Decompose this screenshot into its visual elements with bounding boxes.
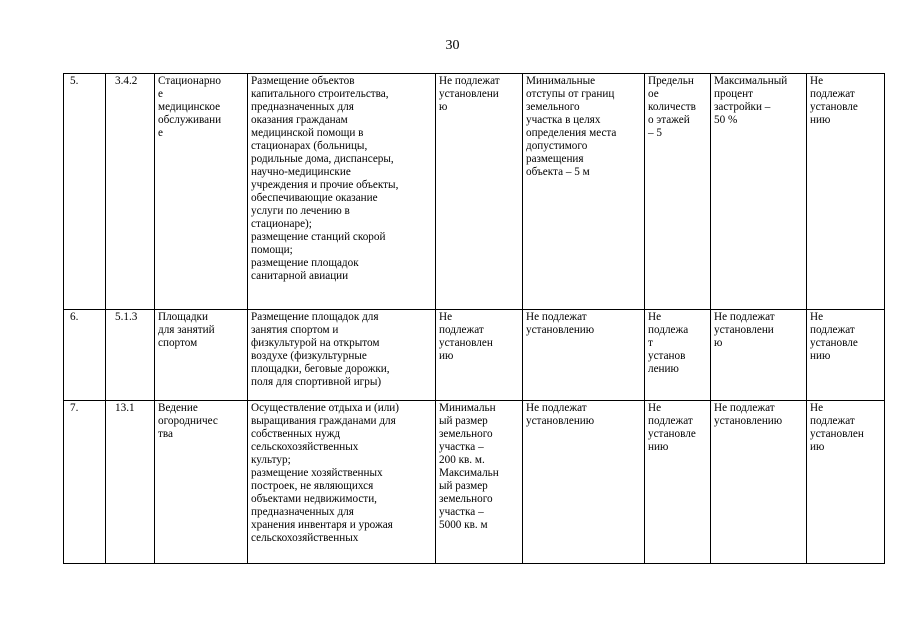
floors-limit [645, 74, 711, 310]
plot-size [436, 401, 523, 564]
cell-text-line: собственных нужд [251, 428, 341, 440]
cell-text-line: объектами недвижимости, [251, 493, 377, 505]
cell-text-line: огородничес [158, 415, 218, 427]
cell-text-line: Не подлежат [714, 311, 775, 323]
setbacks [523, 401, 645, 564]
use-description [248, 310, 436, 401]
cell-text-line: определения места [526, 127, 617, 139]
cell-text-line: предназначенных для [251, 506, 354, 518]
cell-text-line: научно-медицинские [251, 166, 351, 178]
cell-text-line: застройки – [714, 101, 771, 113]
cell-text-line: обслуживани [158, 114, 222, 126]
cell-text-line: услуги по лечению в [251, 205, 350, 217]
use-code: 3.4.2 [106, 74, 155, 310]
cell-text-line: медицинской помощи в [251, 127, 364, 139]
cell-text-line: родильные дома, диспансеры, [251, 153, 394, 165]
cell-text-line: Минимальные [526, 75, 596, 87]
cell-text-line: тва [158, 428, 173, 440]
table-row [64, 401, 885, 564]
cell-text-line: ю [439, 101, 448, 113]
cell-text-line: Площадки [158, 311, 208, 323]
cell-text-line: ию [439, 350, 454, 362]
cell-text-line: Не [810, 402, 824, 414]
cell-text-line: установлению [714, 415, 783, 427]
page-number: 30 [445, 38, 460, 53]
cell-text-line: Максимальный [714, 75, 788, 87]
cell-text-line: капитального строительства, [251, 88, 389, 100]
cell-text-line: Минимальн [439, 402, 496, 414]
cell-text-line: допустимого [526, 140, 588, 152]
cell-text-line: Не [810, 311, 824, 323]
cell-text-line: установле [810, 101, 858, 113]
setbacks [523, 74, 645, 310]
cell-text-line: стационарах (больницы, [251, 140, 368, 152]
cell-text-line: ый размер [439, 480, 488, 492]
cell-text-line: установле [810, 337, 858, 349]
cell-text-line: установлению [526, 415, 595, 427]
cell-text-line: – 5 [648, 127, 662, 139]
cell-text-line: Не [648, 311, 662, 323]
cell-text-line: процент [714, 88, 754, 100]
cell-text-line: Не [439, 311, 453, 323]
cell-text-line: о этажей [648, 114, 690, 126]
cell-text-line: ое [648, 88, 659, 100]
table-row [64, 74, 885, 310]
cell-text-line: для занятий [158, 324, 215, 336]
cell-text-line: установ [648, 350, 686, 362]
cell-text-line: е [158, 127, 163, 139]
cell-text-line: медицинское [158, 101, 221, 113]
cell-text-line: подлежат [810, 324, 855, 336]
cell-text-line: стационаре); [251, 218, 312, 230]
setbacks [523, 310, 645, 401]
cell-text-line: подлежат [648, 415, 693, 427]
coverage-percent [711, 74, 807, 310]
other-parameters [807, 401, 885, 564]
cell-text-line: 200 кв. м. [439, 454, 485, 466]
cell-text-line: подлежат [810, 88, 855, 100]
cell-text-line: т [648, 337, 653, 349]
cell-text-line: санитарной авиации [251, 270, 349, 282]
cell-text-line: подлежа [648, 324, 689, 336]
floors-limit [645, 401, 711, 564]
plot-size [436, 74, 523, 310]
cell-text-line: Размещение объектов [251, 75, 355, 87]
cell-text-line: нию [648, 441, 669, 453]
cell-text-line: земельного [439, 493, 493, 505]
cell-text-line: Не [648, 402, 662, 414]
use-code: 5.1.3 [106, 310, 155, 401]
cell-text-line: земельного [439, 428, 493, 440]
plot-size [436, 310, 523, 401]
cell-text-line: физкультурой на открытом [251, 337, 380, 349]
use-name [155, 74, 248, 310]
other-parameters [807, 74, 885, 310]
use-description [248, 401, 436, 564]
cell-text-line: Размещение площадок для [251, 311, 379, 323]
cell-text-line: отступы от границ [526, 88, 615, 100]
cell-text-line: выращивания гражданами для [251, 415, 396, 427]
other-parameters [807, 310, 885, 401]
table-row [64, 310, 885, 401]
cell-text-line: ый размер [439, 415, 488, 427]
cell-text-line: поля для спортивной игры) [251, 376, 382, 388]
cell-text-line: Не подлежат [714, 402, 775, 414]
cell-text-line: размещения [526, 153, 584, 165]
cell-text-line: установлен [810, 428, 864, 440]
cell-text-line: земельного [526, 101, 580, 113]
coverage-percent [711, 401, 807, 564]
cell-text-line: сельскохозяйственных [251, 532, 359, 544]
cell-text-line: Предельн [648, 75, 694, 87]
cell-text-line: Ведение [158, 402, 198, 414]
cell-text-line: культур; [251, 454, 291, 466]
cell-text-line: установлени [714, 324, 774, 336]
use-name [155, 310, 248, 401]
cell-text-line: учреждения и прочие объекты, [251, 179, 399, 191]
cell-text-line: участка – [439, 441, 484, 453]
cell-text-line: ию [810, 441, 825, 453]
cell-text-line: установле [648, 428, 696, 440]
cell-text-line: Стационарно [158, 75, 222, 87]
cell-text-line: площадки, беговые дорожки, [251, 363, 390, 375]
cell-text-line: помощи; [251, 244, 293, 256]
cell-text-line: обеспечивающие оказание [251, 192, 378, 204]
cell-text-line: подлежат [810, 415, 855, 427]
cell-text-line: ю [714, 337, 723, 349]
land-use-table [63, 73, 885, 564]
cell-text-line: нию [810, 114, 831, 126]
cell-text-line: Не подлежат [439, 75, 500, 87]
floors-limit [645, 310, 711, 401]
use-name [155, 401, 248, 564]
row-number: 7. [64, 401, 106, 564]
cell-text-line: Не [810, 75, 824, 87]
cell-text-line: установлен [439, 337, 493, 349]
cell-text-line: Максимальн [439, 467, 499, 479]
cell-text-line: участка – [439, 506, 484, 518]
cell-text-line: 50 % [714, 114, 738, 126]
cell-text-line: установлени [439, 88, 499, 100]
use-code: 13.1 [106, 401, 155, 564]
cell-text-line: установлению [526, 324, 595, 336]
cell-text-line: построек, не являющихся [251, 480, 374, 492]
cell-text-line: предназначенных для [251, 101, 354, 113]
cell-text-line: е [158, 88, 163, 100]
cell-text-line: хранения инвентаря и урожая [251, 519, 393, 531]
cell-text-line: воздухе (физкультурные [251, 350, 367, 362]
cell-text-line: 5000 кв. м [439, 519, 488, 531]
cell-text-line: участка в целях [526, 114, 601, 126]
cell-text-line: занятия спортом и [251, 324, 339, 336]
cell-text-line: размещение площадок [251, 257, 359, 269]
coverage-percent [711, 310, 807, 401]
row-number: 6. [64, 310, 106, 401]
cell-text-line: количеств [648, 101, 696, 113]
cell-text-line: Осуществление отдыха и (или) [251, 402, 400, 414]
cell-text-line: подлежат [439, 324, 484, 336]
cell-text-line: объекта – 5 м [526, 166, 590, 178]
row-number: 5. [64, 74, 106, 310]
cell-text-line: лению [648, 363, 679, 375]
cell-text-line: размещение станций скорой [251, 231, 386, 243]
cell-text-line: Не подлежат [526, 402, 587, 414]
use-description [248, 74, 436, 310]
cell-text-line: сельскохозяйственных [251, 441, 359, 453]
cell-text-line: спортом [158, 337, 198, 349]
cell-text-line: оказания гражданам [251, 114, 348, 126]
cell-text-line: Не подлежат [526, 311, 587, 323]
cell-text-line: нию [810, 350, 831, 362]
cell-text-line: размещение хозяйственных [251, 467, 383, 479]
